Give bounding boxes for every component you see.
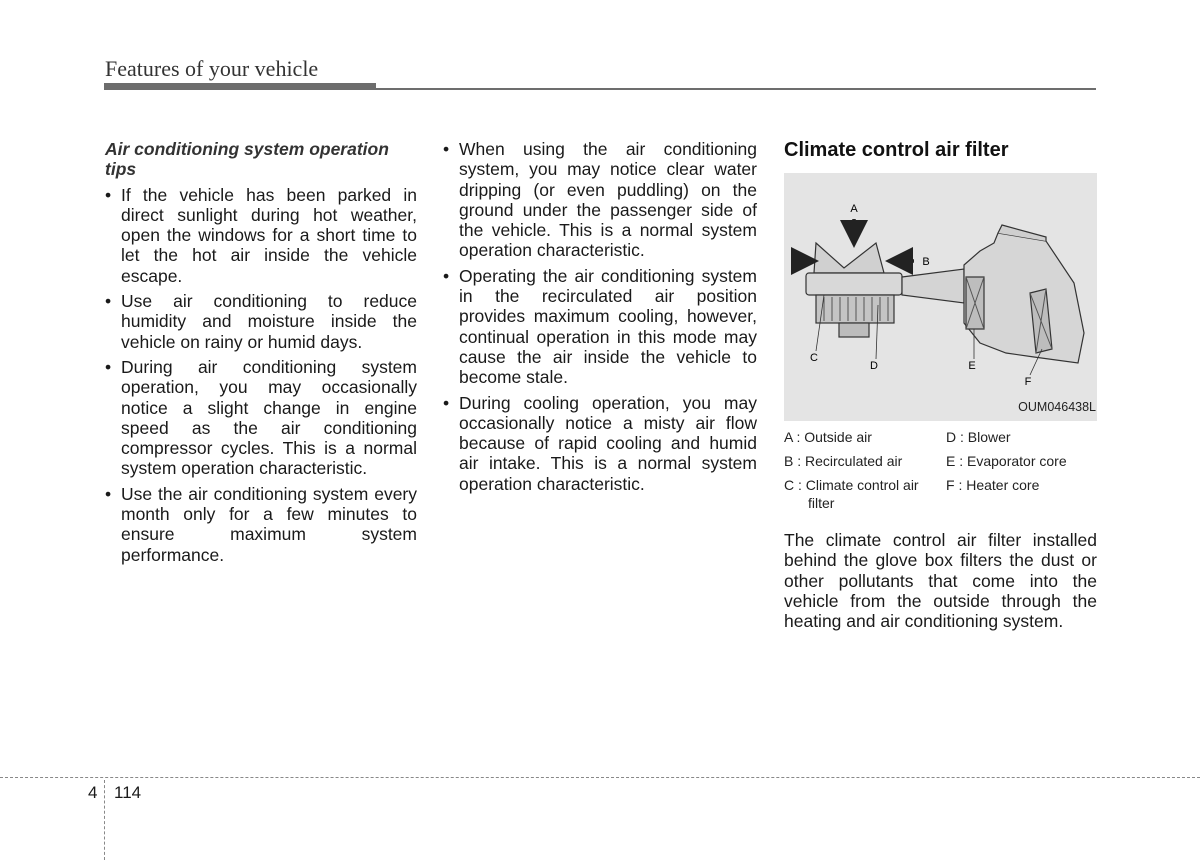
page-number: 114 [114,783,142,802]
legend-item-a: A : Outside air [784,429,872,445]
label-f: F [1024,376,1032,388]
list-item: • Operating the air conditioning system in the recirculated air position provides maximum cooling, however, continual operation in this mode may cause the air inside the vehicle to become stale. [443,266,757,388]
label-a: A [850,203,858,215]
header-rule-thin [376,88,1096,90]
filter-housing [806,273,902,295]
page-header-title: Features of your vehicle [105,56,319,81]
label-d: D [870,360,878,372]
blower-motor [839,323,869,337]
air-filter-diagram [784,173,1097,421]
chapter-number: 4 [88,783,98,802]
column-right [784,138,1097,631]
label-b: B [922,256,930,268]
column-left [105,139,417,570]
label-c: C [810,352,818,364]
list-item: • During air conditioning system operation, you may occasionally notice a slight change in engine speed as the air conditioning compressor cycles. This is a normal system operation characteristic. [105,357,417,479]
list-item: • During cooling operation, you may occasionally notice a misty air flow because of rapid cooling and humid air intake. This is a normal system operation characteristic. [443,393,757,494]
section-title-air-filter: Climate control air filter [784,139,1009,161]
legend-item-d: D : Blower [946,429,1011,445]
list-item: • Use the air conditioning system every month only for a few minutes to ensure maximum system performance. [105,484,417,565]
subheading-ac-tips: Air conditioning system operation tips [105,139,389,180]
hvac-illustration [784,173,1097,421]
figure-code: OUM046438L [1018,399,1096,414]
blower-body [816,295,894,323]
legend-item-f: F : Heater core [946,477,1040,493]
footer-vertical-rule [104,780,105,860]
figure-legend [784,428,1097,512]
intake-housing [814,243,884,273]
legend-item-c: C : Climate control air filter [784,477,919,511]
list-item: • Use air conditioning to reduce humidity and moisture inside the vehicle on rainy or humid days. [105,291,417,352]
duct [902,269,964,303]
header-rule-thick [104,83,376,90]
air-filter-description: The climate control air filter installed behind the glove box filters the dust or other pollutants that come into the vehicle from the outside through the heating and air conditioning system. [784,530,1097,632]
label-e: E [968,360,976,372]
legend-item-b: B : Recirculated air [784,453,903,469]
tips-list [105,185,417,565]
legend-item-e: E : Evaporator core [946,453,1067,469]
list-item: • When using the air conditioning system, you may notice clear water dripping (or even puddling) on the ground under the passenger side of the vehicle. This is a normal system operation characteristic. [443,139,757,261]
tips-list-continued [443,139,757,494]
list-item: • If the vehicle has been parked in direct sunlight during hot weather, open the windows for a short time to let the hot air inside the vehicle escape. [105,185,417,286]
footer-rule [0,777,1200,778]
column-middle [443,139,757,499]
